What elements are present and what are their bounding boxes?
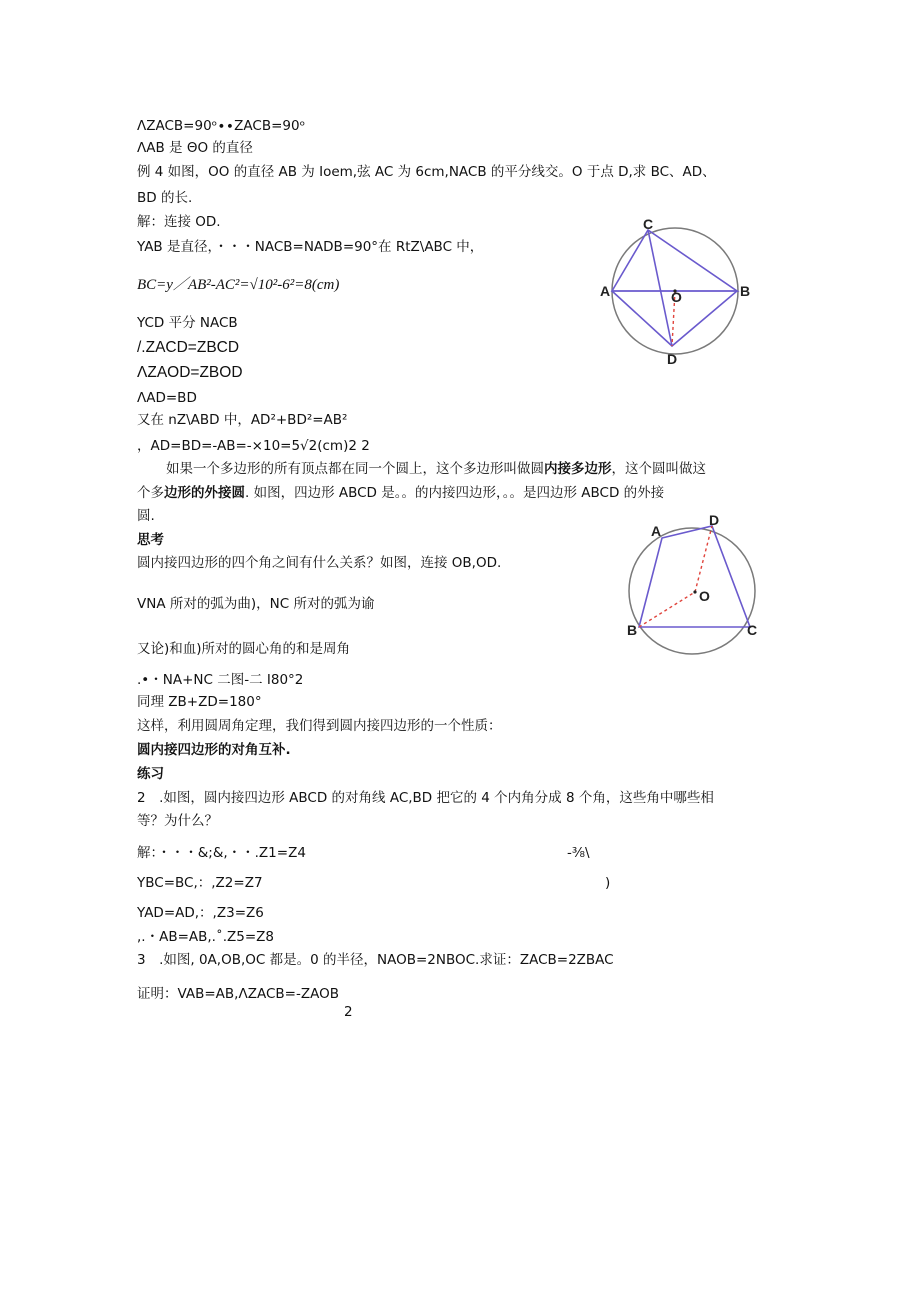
angle-acd: /.ZACD=ZBCD [137, 339, 240, 356]
exercise-3-proof: 证明：VAB=AB,ΛZACB=-ZAOB [137, 986, 339, 1002]
exercise-2-solution-3: YAD=AD,：,Z3=Z6 [137, 905, 264, 921]
definition-text-3: 个多 [137, 485, 164, 501]
exercise-2-cont: 等？为什么？ [137, 813, 218, 829]
think-central-angles: 又论)和血)所对的圆心角的和是周角 [137, 641, 351, 657]
angle-sum-b-d: 同理 ZB+ZD=180° [137, 694, 262, 710]
label-o: O [671, 289, 682, 305]
label-c: C [747, 622, 758, 638]
stray-mark-1: -⅜\ [567, 845, 590, 861]
example-4-problem-cont: BD 的长. [137, 190, 193, 206]
line-ab-diameter: ΛAB 是 ΘO 的直径 [137, 140, 253, 156]
ad-equals-bd: ΛAD=BD [137, 390, 197, 406]
definition-text-1: 如果一个多边形的所有顶点都在同一个圆上，这个多边形叫做圆 [166, 461, 544, 477]
exercise-2: 2 .如图，圆内接四边形 ABCD 的对角线 AC,BD 把它的 4 个内角分成 8 个角，这些角中哪些相 [137, 790, 714, 806]
label-b: B [627, 622, 638, 638]
label-c: C [643, 218, 654, 232]
term-inscribed-polygon: 内接多边形 [544, 461, 612, 477]
label-b: B [740, 283, 751, 299]
label-d: D [667, 351, 678, 367]
definition-text-4: . 如图，四边形 ABCD 是。。的内接四边形，。。是四边形 ABCD 的外接 [245, 485, 665, 501]
radii-ob-od [639, 526, 712, 627]
exercise-3: 3 .如图, 0A,OB,OC 都是。0 的半径，NAOB=2NBOC.求证：ZACB=2ZBAC [137, 952, 614, 968]
exercise-2-solution-1: 解：・・・&;&,・・.Z1=Z4 [137, 845, 306, 861]
figure-circle-abcd-2 [620, 512, 770, 660]
label-a: A [651, 523, 662, 539]
exercise-2-solution-4: ,.・AB=AB,.˚.Z5=Z8 [137, 929, 274, 945]
label-a: A [600, 283, 611, 299]
right-triangle-abd: 又在 nZ\ABD 中，AD²+BD²=AB² [137, 412, 348, 428]
property-intro: 这样，利用圆周角定理，我们得到圆内接四边形的一个性质： [137, 718, 502, 734]
heading-exercise: 练习 [137, 766, 164, 782]
ad-bd-length: ，AD=BD=-AB=-×10=5√2(cm)2 2 [137, 438, 370, 454]
cd-bisects: YCD 平分 NACB [137, 315, 238, 331]
fraction-denominator: 2 [344, 1004, 353, 1020]
think-question: 圆内接四边形的四个角之间有什么关系？如图，连接 OB,OD. [137, 555, 502, 571]
definition-paragraph [166, 460, 706, 478]
label-d: D [709, 512, 720, 528]
chord-cd [648, 230, 672, 346]
heading-think: 思考 [137, 532, 164, 548]
formula-bc: BC=y／AB²-AC²=√10²-6²=8(cm) [137, 277, 340, 293]
label-o: O [699, 588, 710, 604]
angle-aod: ΛZAOD=ZBOD [137, 364, 243, 381]
definition-end: 圆. [137, 508, 155, 524]
solution-start: 解：连接 OD. [137, 214, 221, 230]
solution-diameter: YAB 是直径，・・・NACB=NADB=90°在 RtZ\ABC 中， [137, 239, 484, 255]
center-point [693, 590, 696, 593]
triangle-acb [612, 230, 737, 291]
example-4-problem: 例 4 如图，OO 的直径 AB 为 Ioem,弦 AC 为 6cm,NACB 的平分线交。O 于点 D,求 BC、AD、 [137, 164, 716, 180]
definition-paragraph-cont [137, 484, 664, 502]
property-statement: 圆内接四边形的对角互补. [137, 742, 291, 758]
exercise-2-solution-2: YBC=BC,：,Z2=Z7 [137, 875, 263, 891]
quadrilateral-abcd [639, 526, 750, 627]
term-circumcircle: 边形的外接圆 [164, 485, 245, 501]
angle-sum-a-c: .•・NA+NC 二图-二 I80°2 [137, 672, 304, 688]
think-arcs: VNA 所对的弧为曲)，NC 所对的弧为谕 [137, 596, 375, 612]
line-angle-acb: ΛZACB=90ᵒ∙∙ZACB=90ᵒ [137, 118, 306, 134]
stray-mark-2: ) [605, 875, 611, 891]
figure-circle-abcd-1 [595, 218, 755, 370]
definition-text-2: ，这个圆叫做这 [611, 461, 706, 477]
